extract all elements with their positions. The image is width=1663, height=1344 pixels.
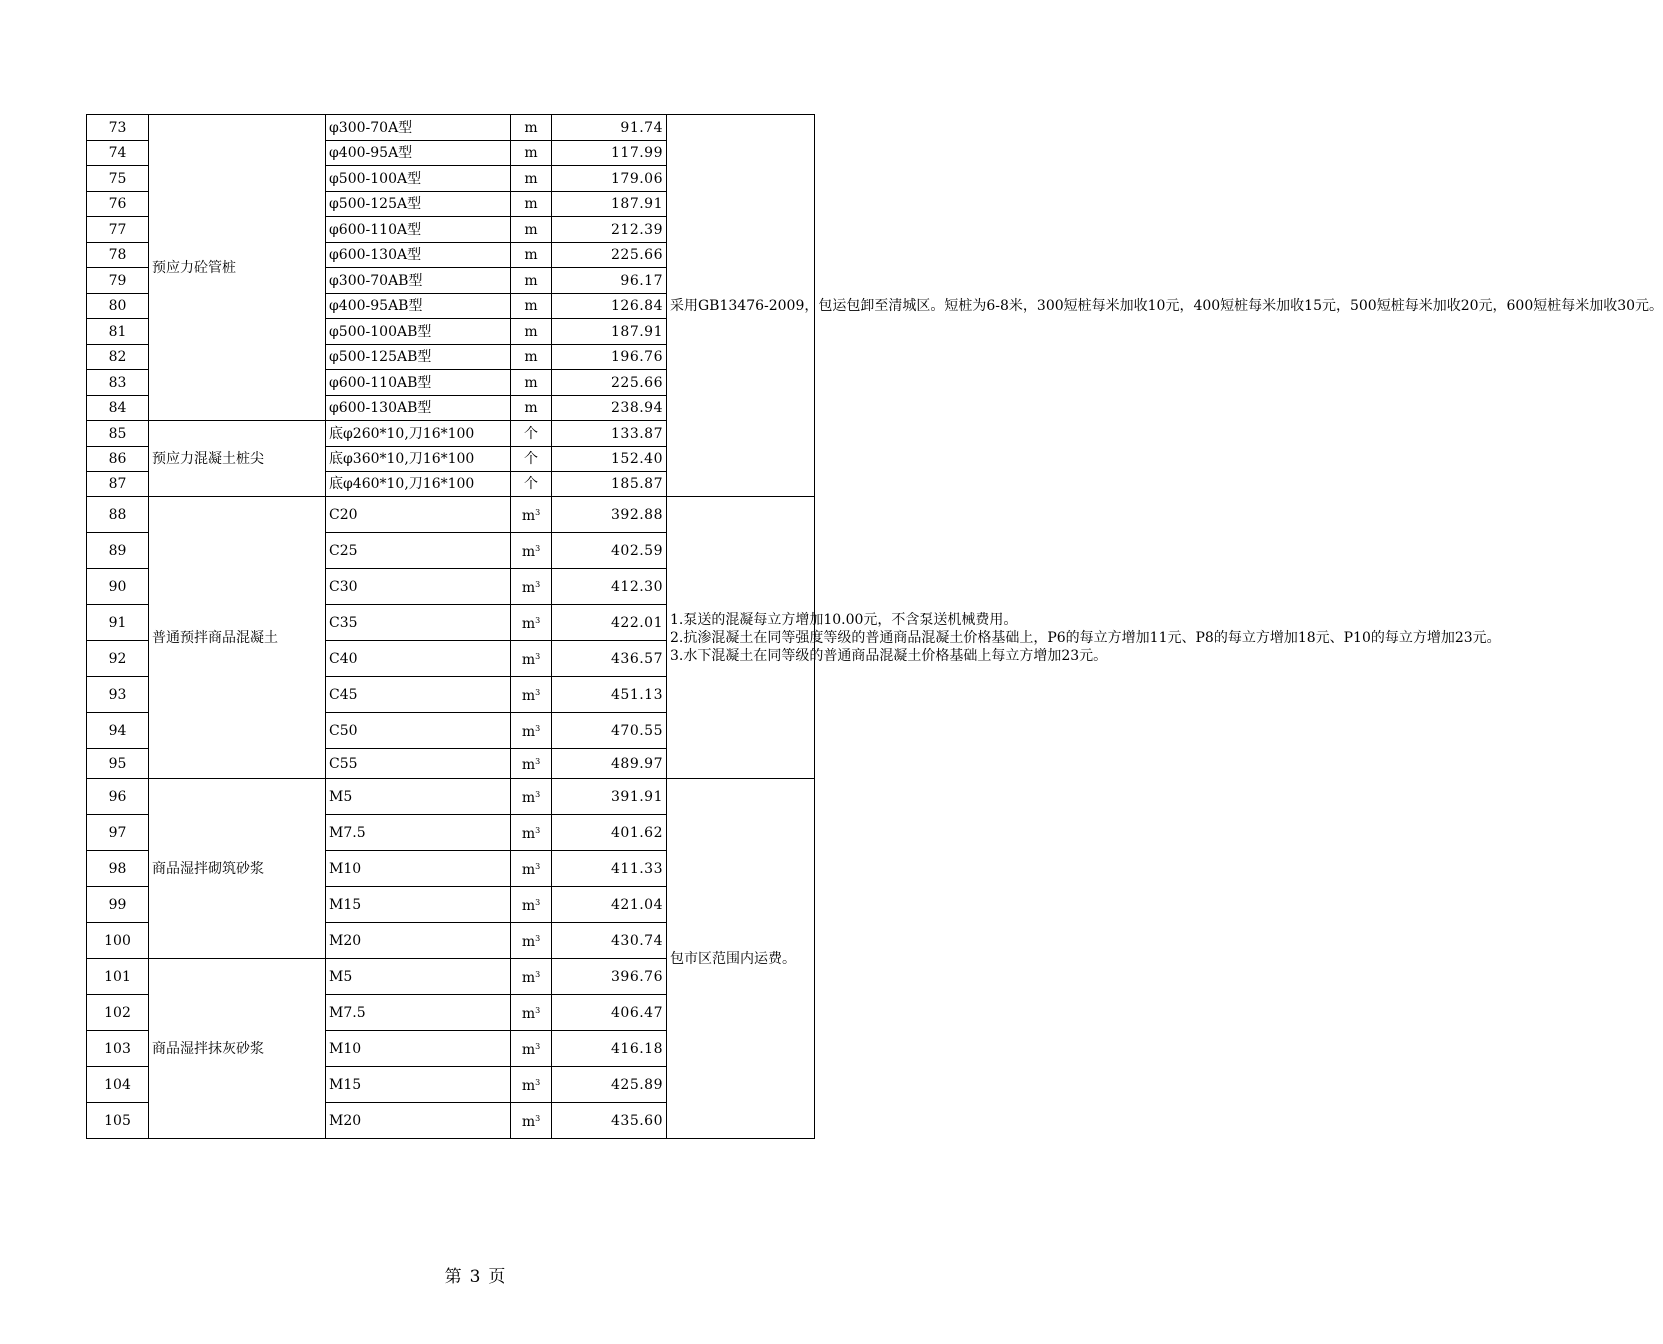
spec: φ500-125AB型 — [326, 345, 511, 370]
spec: M7.5 — [326, 995, 511, 1031]
spec: φ300-70AB型 — [326, 268, 511, 294]
spec: C50 — [326, 713, 511, 749]
price: 425.89 — [552, 1067, 667, 1103]
row-number: 95 — [87, 749, 149, 779]
unit — [511, 497, 552, 533]
unit-text: m — [521, 934, 536, 950]
remark: 1.泵送的混凝每立方增加10.00元，不含泵送机械费用。 2.抗渗混凝土在同等强度等级的普通商品混凝土价格基础上，P6的每立方增加11元、P8的每立方增加18元、P10的每立方增加23元。 3.水下混凝土在同等级的普通商品混凝土价格基础上每立方增加23元。 — [667, 497, 815, 779]
row-number: 90 — [87, 569, 149, 605]
spec: φ400-95AB型 — [326, 294, 511, 319]
material-name: 预应力混凝土桩尖 — [149, 421, 326, 497]
row-number: 86 — [87, 447, 149, 472]
row-number: 94 — [87, 713, 149, 749]
unit — [511, 217, 552, 243]
unit — [511, 605, 552, 641]
spec: M10 — [326, 1031, 511, 1067]
unit-superscript: 3 — [535, 862, 541, 871]
unit-superscript: 3 — [535, 1006, 541, 1015]
footer-prefix: 第 — [444, 1267, 462, 1287]
row-number: 88 — [87, 497, 149, 533]
spec: φ500-125A型 — [326, 192, 511, 217]
unit-text: m — [524, 374, 538, 391]
row-number: 105 — [87, 1103, 149, 1139]
spec: M15 — [326, 887, 511, 923]
price: 396.76 — [552, 959, 667, 995]
unit-text: m — [521, 580, 536, 596]
price: 91.74 — [552, 115, 667, 141]
spec: φ600-110A型 — [326, 217, 511, 243]
unit — [511, 345, 552, 370]
unit — [511, 677, 552, 713]
spec: φ400-95A型 — [326, 141, 511, 166]
spec: M20 — [326, 923, 511, 959]
spec: M20 — [326, 1103, 511, 1139]
spec: M7.5 — [326, 815, 511, 851]
spec: φ500-100A型 — [326, 166, 511, 192]
row-number: 80 — [87, 294, 149, 319]
unit-superscript: 3 — [535, 652, 541, 661]
unit — [511, 1103, 552, 1139]
spec: C55 — [326, 749, 511, 779]
spec: C35 — [326, 605, 511, 641]
spec: φ500-100AB型 — [326, 319, 511, 345]
unit-text: m — [521, 724, 536, 740]
row-number: 104 — [87, 1067, 149, 1103]
footer-suffix: 页 — [488, 1267, 506, 1287]
unit-superscript: 3 — [535, 826, 541, 835]
spec: 底φ260*10,刀16*100 — [326, 421, 511, 447]
row-number: 92 — [87, 641, 149, 677]
price: 126.84 — [552, 294, 667, 319]
unit-text: m — [521, 688, 536, 704]
spec: C45 — [326, 677, 511, 713]
unit — [511, 421, 552, 447]
unit — [511, 243, 552, 268]
spec: C25 — [326, 533, 511, 569]
unit — [511, 959, 552, 995]
row-number: 102 — [87, 995, 149, 1031]
unit — [511, 851, 552, 887]
table-row — [87, 779, 815, 815]
unit-text: m — [524, 170, 538, 187]
row-number: 75 — [87, 166, 149, 192]
spec: φ600-130A型 — [326, 243, 511, 268]
row-number: 98 — [87, 851, 149, 887]
unit — [511, 166, 552, 192]
unit — [511, 370, 552, 396]
unit-text: m — [521, 1114, 536, 1130]
unit-text: m — [521, 757, 536, 773]
footer-page-number: 3 — [469, 1267, 481, 1287]
unit — [511, 115, 552, 141]
unit-text: 个 — [524, 476, 538, 492]
unit — [511, 641, 552, 677]
unit-text: 个 — [524, 451, 538, 467]
unit-text: 个 — [524, 425, 538, 442]
unit-superscript: 3 — [535, 790, 541, 799]
remark: 包市区范围内运费。 — [667, 779, 815, 1139]
unit-text: m — [524, 298, 538, 314]
unit-superscript: 3 — [535, 508, 541, 517]
price: 451.13 — [552, 677, 667, 713]
unit — [511, 569, 552, 605]
price: 96.17 — [552, 268, 667, 294]
price: 435.60 — [552, 1103, 667, 1139]
unit-text: m — [521, 652, 536, 668]
row-number: 78 — [87, 243, 149, 268]
spec: M10 — [326, 851, 511, 887]
unit-text: m — [521, 1078, 536, 1094]
price: 179.06 — [552, 166, 667, 192]
unit-text: m — [521, 1042, 536, 1058]
row-number: 82 — [87, 345, 149, 370]
unit — [511, 141, 552, 166]
spec: 底φ360*10,刀16*100 — [326, 447, 511, 472]
spec: C20 — [326, 497, 511, 533]
unit-superscript: 3 — [535, 970, 541, 979]
price: 225.66 — [552, 370, 667, 396]
unit-superscript: 3 — [535, 1042, 541, 1051]
table-row — [87, 497, 815, 533]
unit-superscript: 3 — [535, 1078, 541, 1087]
price: 430.74 — [552, 923, 667, 959]
unit-text: m — [524, 323, 538, 340]
price: 133.87 — [552, 421, 667, 447]
unit-superscript: 3 — [535, 688, 541, 697]
unit-text: m — [524, 196, 538, 212]
table-row — [87, 115, 815, 141]
price: 406.47 — [552, 995, 667, 1031]
unit — [511, 815, 552, 851]
unit-text: m — [521, 970, 536, 986]
unit-text: m — [521, 1006, 536, 1022]
unit-superscript: 3 — [535, 616, 541, 625]
row-number: 93 — [87, 677, 149, 713]
unit — [511, 319, 552, 345]
row-number: 77 — [87, 217, 149, 243]
price: 422.01 — [552, 605, 667, 641]
row-number: 101 — [87, 959, 149, 995]
unit-text: m — [521, 544, 536, 560]
unit-superscript: 3 — [535, 934, 541, 943]
row-number: 85 — [87, 421, 149, 447]
spec: M15 — [326, 1067, 511, 1103]
price: 489.97 — [552, 749, 667, 779]
unit — [511, 923, 552, 959]
row-number: 79 — [87, 268, 149, 294]
price: 212.39 — [552, 217, 667, 243]
price: 416.18 — [552, 1031, 667, 1067]
spec: 底φ460*10,刀16*100 — [326, 472, 511, 497]
row-number: 96 — [87, 779, 149, 815]
row-number: 100 — [87, 923, 149, 959]
unit — [511, 472, 552, 497]
unit-superscript: 3 — [535, 1114, 541, 1123]
unit-text: m — [521, 616, 536, 632]
price: 238.94 — [552, 396, 667, 421]
unit-superscript: 3 — [535, 724, 541, 733]
price: 392.88 — [552, 497, 667, 533]
spec: M5 — [326, 779, 511, 815]
price: 401.62 — [552, 815, 667, 851]
row-number: 103 — [87, 1031, 149, 1067]
price: 421.04 — [552, 887, 667, 923]
unit-superscript: 3 — [535, 898, 541, 907]
unit-text: m — [521, 790, 536, 806]
unit-text: m — [524, 247, 538, 263]
unit — [511, 268, 552, 294]
row-number: 89 — [87, 533, 149, 569]
unit-text: m — [524, 145, 538, 161]
unit — [511, 779, 552, 815]
spec: C40 — [326, 641, 511, 677]
unit-text: m — [524, 119, 538, 136]
price: 196.76 — [552, 345, 667, 370]
price-table-body — [87, 115, 1663, 1139]
remark: 采用GB13476-2009，包运包卸至清城区。短桩为6-8米，300短桩每米加收10元，400短桩每米加收15元，500短桩每米加收20元，600短桩每米加收30元。 — [667, 115, 815, 497]
price: 391.91 — [552, 779, 667, 815]
unit-text: m — [521, 898, 536, 914]
unit-text: m — [524, 272, 538, 289]
unit — [511, 1067, 552, 1103]
unit-text: m — [521, 826, 536, 842]
row-number: 99 — [87, 887, 149, 923]
unit — [511, 533, 552, 569]
unit-superscript: 3 — [535, 580, 541, 589]
price: 411.33 — [552, 851, 667, 887]
material-name: 商品湿拌砌筑砂浆 — [149, 779, 326, 959]
unit — [511, 995, 552, 1031]
price-table — [86, 114, 1663, 1139]
spec: φ300-70A型 — [326, 115, 511, 141]
unit — [511, 1031, 552, 1067]
page-footer — [0, 1262, 950, 1287]
unit — [511, 749, 552, 779]
material-name: 商品湿拌抹灰砂浆 — [149, 959, 326, 1139]
spec: φ600-130AB型 — [326, 396, 511, 421]
unit-superscript: 3 — [535, 757, 541, 766]
material-name: 普通预拌商品混凝土 — [149, 497, 326, 779]
row-number: 87 — [87, 472, 149, 497]
price: 436.57 — [552, 641, 667, 677]
price: 187.91 — [552, 192, 667, 217]
row-number: 74 — [87, 141, 149, 166]
row-number: 83 — [87, 370, 149, 396]
price: 152.40 — [552, 447, 667, 472]
row-number: 91 — [87, 605, 149, 641]
row-number: 84 — [87, 396, 149, 421]
unit-text: m — [524, 221, 538, 238]
unit-text: m — [521, 862, 536, 878]
price: 187.91 — [552, 319, 667, 345]
row-number: 81 — [87, 319, 149, 345]
unit-text: m — [521, 508, 536, 524]
unit — [511, 294, 552, 319]
row-number: 97 — [87, 815, 149, 851]
material-name: 预应力砼管桩 — [149, 115, 326, 421]
row-number: 76 — [87, 192, 149, 217]
unit-text: m — [524, 349, 538, 365]
spec: M5 — [326, 959, 511, 995]
spec: C30 — [326, 569, 511, 605]
spec: φ600-110AB型 — [326, 370, 511, 396]
price: 470.55 — [552, 713, 667, 749]
unit — [511, 447, 552, 472]
price: 117.99 — [552, 141, 667, 166]
unit-superscript: 3 — [535, 544, 541, 553]
price: 225.66 — [552, 243, 667, 268]
unit — [511, 887, 552, 923]
unit — [511, 396, 552, 421]
unit-text: m — [524, 400, 538, 416]
price: 412.30 — [552, 569, 667, 605]
price: 402.59 — [552, 533, 667, 569]
price: 185.87 — [552, 472, 667, 497]
row-number: 73 — [87, 115, 149, 141]
unit — [511, 192, 552, 217]
unit — [511, 713, 552, 749]
